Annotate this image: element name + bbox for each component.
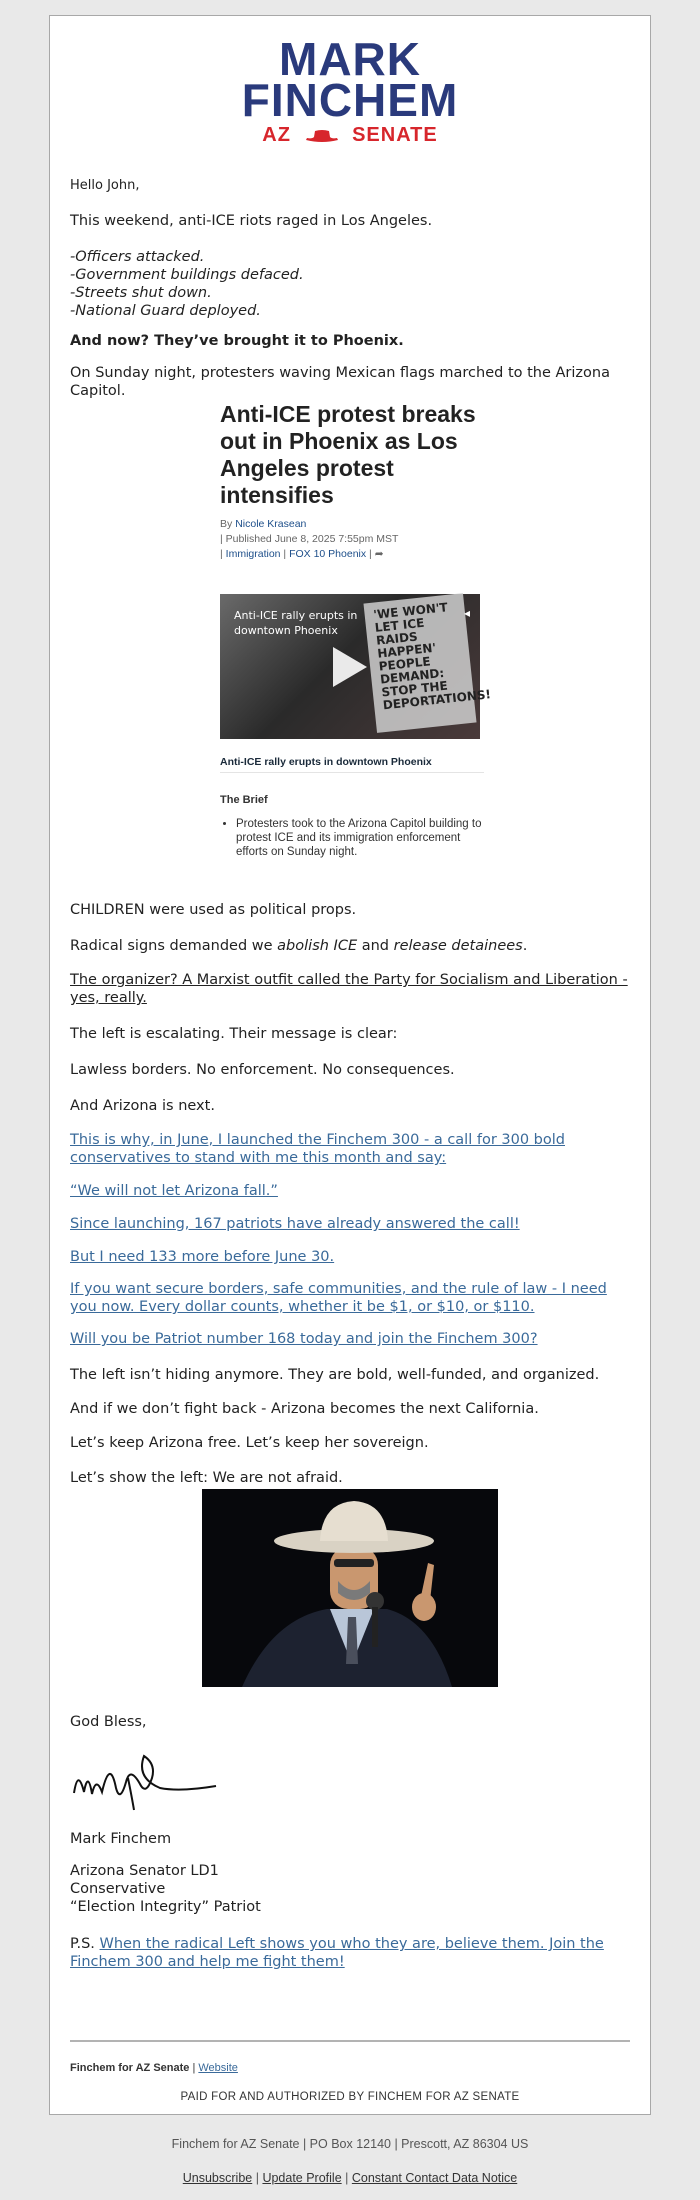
footer-org-line [70, 2062, 238, 2074]
video-caption: Anti-ICE rally erupts in downtown Phoenix [220, 756, 432, 768]
video-player[interactable] [220, 594, 492, 739]
footer-divider [70, 2040, 630, 2042]
play-icon[interactable] [333, 647, 367, 687]
footer-website-link[interactable]: Website [198, 2062, 238, 2074]
share-arrow-icon[interactable]: ➦ [374, 548, 384, 560]
donate-link-2[interactable]: “We will not let Arizona fall.” [70, 1183, 278, 1199]
radical-end: . [522, 938, 528, 954]
title-senator: Arizona Senator LD1 [70, 1863, 219, 1879]
postscript [70, 1935, 630, 1971]
greeting: Hello John, [70, 178, 140, 193]
logo-line-2: FINCHEM [241, 74, 459, 126]
footer-sep: | [189, 2062, 199, 2074]
protest-sign-text: 'WE WON'T LET ICE RAIDS HAPPEN' PEOPLE DEMAND: STOP THE DEPORTATIONS! [372, 600, 492, 713]
unsubscribe-link[interactable]: Unsubscribe [182, 2171, 253, 2185]
incident-item: -Government buildings defaced. [70, 267, 304, 283]
article-brief [220, 793, 484, 859]
incident-item: -National Guard deployed. [70, 303, 261, 319]
escalating-text: The left is escalating. Their message is clear: [70, 1026, 398, 1042]
radical-and: and [357, 938, 394, 954]
caption-divider [220, 772, 484, 773]
article-published: Published June 8, 2025 7:55pm MST [225, 533, 399, 545]
title-conservative: Conservative [70, 1881, 166, 1897]
email-body [70, 16, 630, 2116]
organizer-text: The organizer? A Marxist outfit called the Party for Socialism and Liberation - yes, really. [70, 972, 628, 1006]
donate-link-5[interactable]: If you want secure borders, safe communities, and the rule of law - I need you now. Every dollar counts, whether it be $1, or $10, or $110. [70, 1281, 607, 1315]
signature [70, 1748, 220, 1813]
footer-org: Finchem for AZ Senate [70, 2062, 190, 2074]
sender-address: Finchem for AZ Senate | PO Box 12140 | Prescott, AZ 86304 US [171, 2137, 529, 2151]
logo-senate: SENATE [352, 124, 438, 146]
god-bless: God Bless, [70, 1714, 147, 1730]
constant-contact-notice-link[interactable]: Constant Contact Data Notice [351, 2171, 518, 2185]
brief-item: • Protesters took to the Arizona Capitol building to protest ICE and its immigration enforcement efforts on Sunday night. [236, 817, 484, 859]
california-text: And if we don’t fight back - Arizona becomes the next California. [70, 1401, 539, 1417]
email-card [49, 15, 651, 2115]
candidate-photo [202, 1489, 498, 1687]
video-title: Anti-ICE rally erupts in downtown Phoenix [234, 609, 358, 637]
sunday-text: On Sunday night, protesters waving Mexican flags marched to the Arizona Capitol. [70, 365, 610, 399]
hiding-text: The left isn’t hiding anymore. They are bold, well-funded, and organized. [70, 1367, 600, 1383]
article-author[interactable]: Nicole Krasean [235, 518, 307, 530]
radical-prefix: Radical signs demanded we [70, 938, 278, 954]
news-article[interactable] [220, 401, 484, 562]
intro-text: This weekend, anti-ICE riots raged in Los Angeles. [70, 213, 433, 229]
email-footer-links [0, 2171, 700, 2185]
update-profile-link[interactable]: Update Profile [262, 2171, 342, 2185]
share-icon[interactable]: ◂ [463, 606, 470, 620]
donate-link-6[interactable]: Will you be Patriot number 168 today and join the Finchem 300? [70, 1331, 538, 1347]
free-text: Let’s keep Arizona free. Let’s keep her sovereign. [70, 1435, 429, 1451]
donate-link-3[interactable]: Since launching, 167 patriots have already answered the call! [70, 1216, 520, 1232]
radical-text [70, 937, 630, 955]
afraid-text: Let’s show the left: We are not afraid. [70, 1470, 343, 1486]
paid-for-notice: PAID FOR AND AUTHORIZED BY FINCHEM FOR AZ SENATE [180, 2091, 520, 2103]
donate-link-1[interactable]: This is why, in June, I launched the Finchem 300 - a call for 300 bold conservatives to stand with me this month and say: [70, 1132, 565, 1166]
signer-titles [70, 1862, 630, 1916]
next-text: And Arizona is next. [70, 1098, 215, 1114]
donate-link-4[interactable]: But I need 133 more before June 30. [70, 1249, 335, 1265]
children-text: CHILDREN were used as political props. [70, 902, 357, 918]
ps-link[interactable]: When the radical Left shows you who they are, believe them. Join the Finchem 300 and help me fight them! [70, 1936, 604, 1970]
brief-title: The Brief [220, 794, 268, 806]
incident-item: -Officers attacked. [70, 249, 205, 265]
radical-abolish: abolish ICE [277, 938, 358, 954]
candidate-portrait [202, 1489, 498, 1687]
incident-item: -Streets shut down. [70, 285, 212, 301]
ps-prefix: P.S. [70, 1936, 100, 1952]
signer-name: Mark Finchem [70, 1831, 172, 1847]
radical-release: release detainees [393, 938, 523, 954]
article-by: By [220, 518, 233, 530]
article-headline[interactable]: Anti-ICE protest breaks out in Phoenix as Los Angeles protest intensifies [220, 401, 476, 508]
incident-list [70, 248, 630, 320]
article-meta: By Nicole Krasean | Published June 8, 2025 7:55pm MST | Immigration | FOX 10 Phoenix | ➦ [220, 518, 399, 560]
logo-az: AZ [262, 124, 291, 146]
article-tag-fox10[interactable]: FOX 10 Phoenix [289, 548, 367, 560]
pipe-1: | [252, 2171, 263, 2185]
logo-line-1: MARK [279, 33, 421, 85]
lawless-text: Lawless borders. No enforcement. No consequences. [70, 1062, 455, 1078]
pipe-2: | [341, 2171, 352, 2185]
article-tag-immigration[interactable]: Immigration [225, 548, 281, 560]
bold-line: And now? They’ve brought it to Phoenix. [70, 333, 404, 349]
title-patriot: “Election Integrity” Patriot [70, 1899, 261, 1915]
